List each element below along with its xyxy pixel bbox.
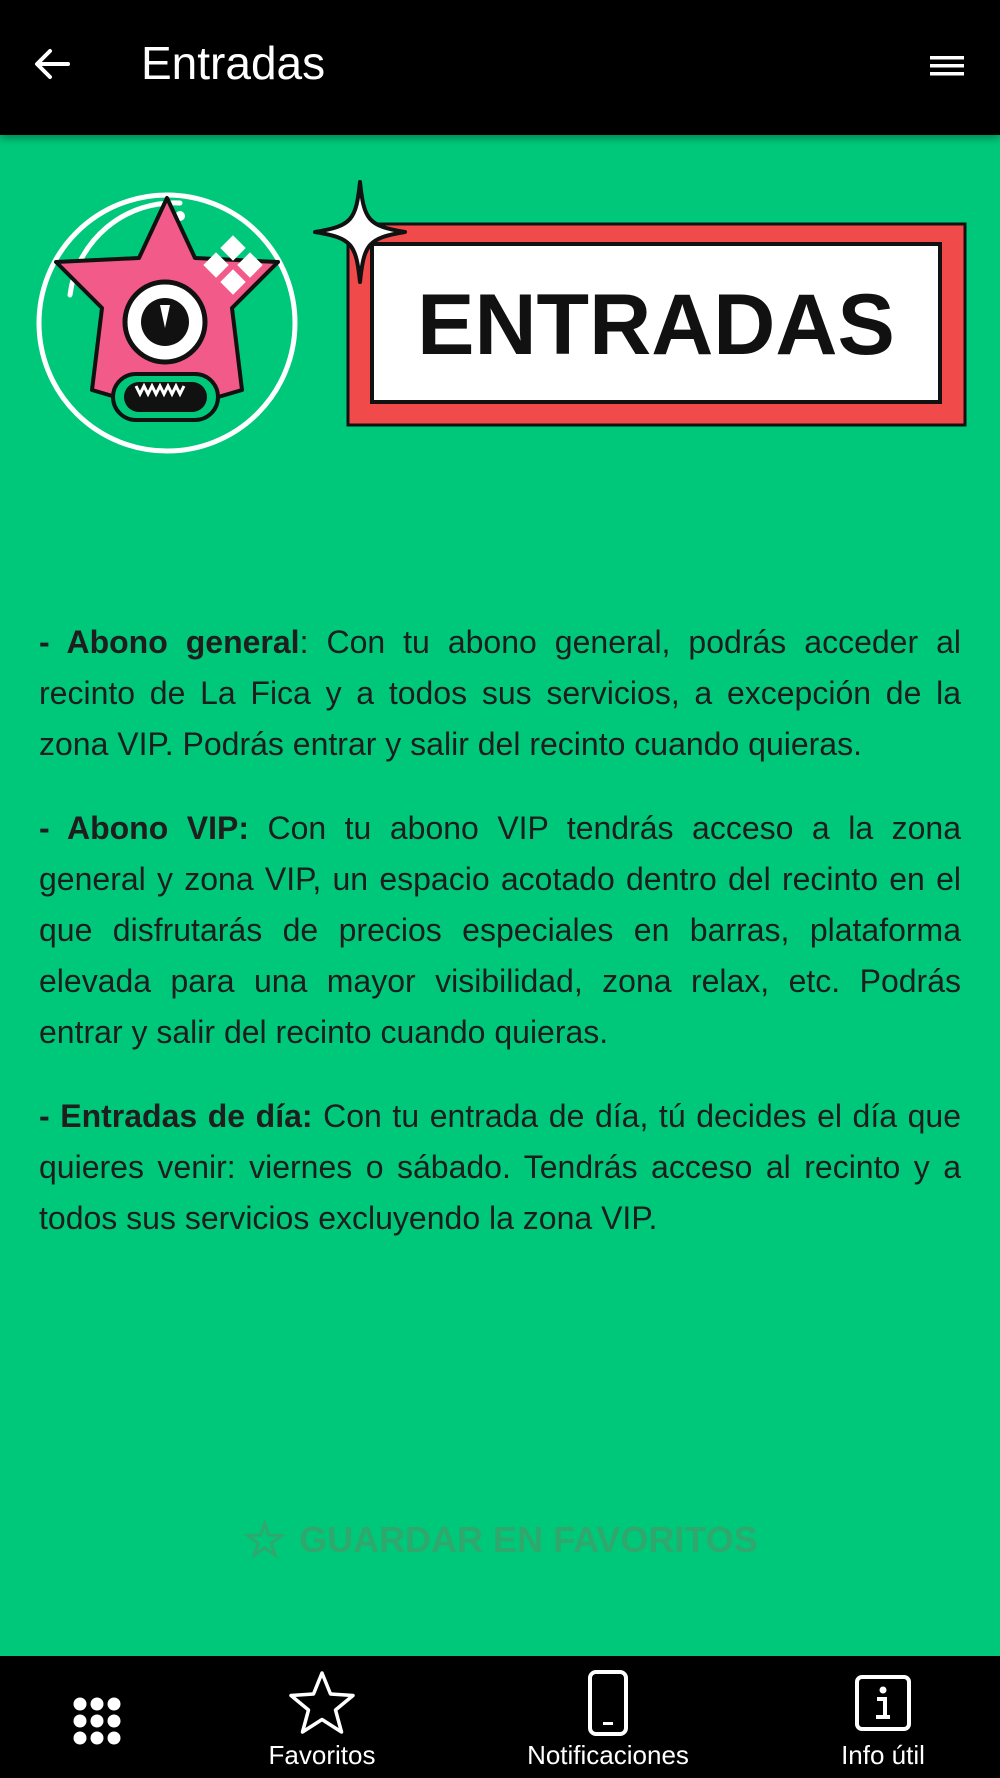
hero-banner xyxy=(0,180,1000,470)
nav-label: Notificaciones xyxy=(527,1740,689,1770)
section-heading: - Abono VIP: xyxy=(39,810,249,846)
page-title: Entradas xyxy=(141,37,326,89)
section-heading: - Abono general xyxy=(39,624,300,660)
arrow-left-icon xyxy=(28,40,76,88)
save-favorite-button[interactable] xyxy=(230,1505,770,1575)
back-button[interactable] xyxy=(28,40,76,88)
section-text: Con tu entrada de día, tú decides el día que quieres venir: viernes o sábado. Tendrás acceso al recinto y a todos sus servicios excluyendo la zona VIP. xyxy=(39,1098,961,1236)
section-entradas-dia xyxy=(39,1091,961,1244)
entradas-banner xyxy=(315,182,965,425)
section-abono-general xyxy=(39,617,961,770)
nav-item-notificaciones[interactable] xyxy=(508,1656,708,1778)
section-abono-vip xyxy=(39,803,961,1058)
nav-item-home[interactable] xyxy=(50,1656,144,1778)
section-text: Con tu abono VIP tendrás acceso a la zona general y zona VIP, un espacio acotado dentro del recinto en el que disfrutarás de precios especiales en barras, plataforma elevada para una mayor visibilidad, zona relax, etc. Podrás entrar y salir del recinto cuando quieras. xyxy=(39,810,962,1050)
star-outline-icon: ☆ xyxy=(242,1512,288,1568)
ticket-info-content xyxy=(39,617,961,1277)
section-heading: - Entradas de día: xyxy=(39,1098,313,1134)
menu-button[interactable] xyxy=(926,46,970,86)
top-app-bar xyxy=(0,0,1000,135)
nav-item-info-util[interactable] xyxy=(823,1656,943,1778)
banner-title: ENTRADAS xyxy=(417,277,895,373)
hamburger-icon xyxy=(926,46,970,86)
nav-label: Favoritos xyxy=(268,1740,376,1770)
info-icon xyxy=(853,1668,913,1738)
grid-icon xyxy=(72,1686,122,1756)
section-text: : Con tu abono general, podrás acceder al recinto de La Fica y a todos sus servicios, a excepción de la zona VIP. Podrás entrar y salir del recinto cuando quieras. xyxy=(39,624,962,762)
star-icon xyxy=(287,1668,357,1738)
nav-item-favoritos[interactable] xyxy=(242,1656,402,1778)
nav-label: Info útil xyxy=(841,1740,925,1770)
mascot-logo xyxy=(39,195,295,451)
phone-icon xyxy=(586,1668,630,1738)
bottom-navigation xyxy=(0,1656,1000,1778)
save-favorite-label: GUARDAR EN FAVORITOS xyxy=(299,1519,758,1560)
